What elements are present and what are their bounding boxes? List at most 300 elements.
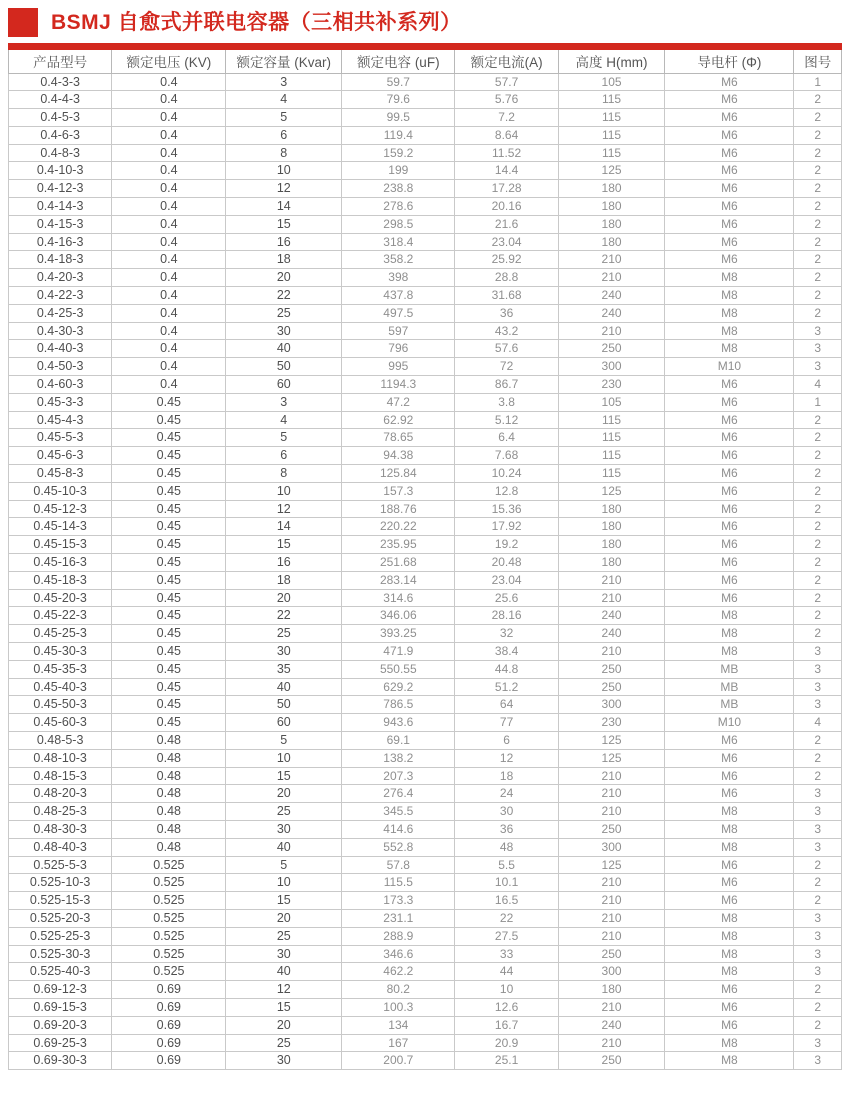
table-cell: 0.4 <box>112 215 226 233</box>
table-cell: 278.6 <box>342 198 455 216</box>
table-cell: M6 <box>665 554 794 572</box>
table-cell: 0.45-14-3 <box>9 518 112 536</box>
table-cell: 3 <box>794 340 842 358</box>
table-cell: 1 <box>794 393 842 411</box>
table-cell: 0.45-25-3 <box>9 625 112 643</box>
table-cell: 115 <box>558 465 665 483</box>
table-cell: 20.9 <box>455 1034 558 1052</box>
table-cell: 0.4 <box>112 198 226 216</box>
table-cell: 0.45-4-3 <box>9 411 112 429</box>
table-cell: 24 <box>455 785 558 803</box>
table-cell: 4 <box>226 91 342 109</box>
table-cell: 180 <box>558 500 665 518</box>
table-cell: M6 <box>665 447 794 465</box>
table-cell: 3 <box>794 1052 842 1070</box>
table-cell: 210 <box>558 927 665 945</box>
table-cell: 210 <box>558 767 665 785</box>
table-row <box>9 500 842 518</box>
table-cell: 210 <box>558 643 665 661</box>
table-cell: 238.8 <box>342 180 455 198</box>
table-cell: 0.4 <box>112 322 226 340</box>
table-cell: M6 <box>665 589 794 607</box>
table-cell: 57.8 <box>342 856 455 874</box>
table-cell: 0.525 <box>112 892 226 910</box>
table-cell: 0.45 <box>112 589 226 607</box>
table-cell: 786.5 <box>342 696 455 714</box>
table-cell: 62.92 <box>342 411 455 429</box>
table-row <box>9 340 842 358</box>
table-cell: 5.12 <box>455 411 558 429</box>
table-cell: 200.7 <box>342 1052 455 1070</box>
table-cell: 0.4-22-3 <box>9 287 112 305</box>
table-cell: 17.92 <box>455 518 558 536</box>
table-cell: 14.4 <box>455 162 558 180</box>
table-cell: 2 <box>794 91 842 109</box>
table-cell: 314.6 <box>342 589 455 607</box>
table-cell: 11.52 <box>455 144 558 162</box>
table-cell: 33 <box>455 945 558 963</box>
table-cell: 0.45-5-3 <box>9 429 112 447</box>
table-cell: 30 <box>226 1052 342 1070</box>
table-cell: 276.4 <box>342 785 455 803</box>
table-cell: 20.16 <box>455 198 558 216</box>
table-cell: 115 <box>558 91 665 109</box>
table-cell: 6 <box>455 731 558 749</box>
table-cell: 12 <box>226 180 342 198</box>
table-cell: 0.45 <box>112 643 226 661</box>
table-cell: M6 <box>665 376 794 394</box>
table-cell: 346.6 <box>342 945 455 963</box>
table-cell: 2 <box>794 749 842 767</box>
table-row <box>9 696 842 714</box>
table-cell: 0.4 <box>112 126 226 144</box>
table-cell: 2 <box>794 198 842 216</box>
table-cell: 235.95 <box>342 536 455 554</box>
table-cell: M8 <box>665 909 794 927</box>
table-cell: 173.3 <box>342 892 455 910</box>
table-row <box>9 180 842 198</box>
table-cell: 25 <box>226 625 342 643</box>
table-cell: 77 <box>455 714 558 732</box>
table-cell: 27.5 <box>455 927 558 945</box>
table-row <box>9 482 842 500</box>
table-cell: 78.65 <box>342 429 455 447</box>
table-cell: 180 <box>558 233 665 251</box>
table-cell: 15.36 <box>455 500 558 518</box>
table-cell: 2 <box>794 536 842 554</box>
table-row <box>9 447 842 465</box>
table-cell: 2 <box>794 589 842 607</box>
table-cell: 0.4 <box>112 109 226 127</box>
table-cell: 0.4 <box>112 91 226 109</box>
table-cell: 115.5 <box>342 874 455 892</box>
table-cell: 230 <box>558 376 665 394</box>
table-cell: 100.3 <box>342 998 455 1016</box>
table-cell: 44 <box>455 963 558 981</box>
table-cell: M6 <box>665 731 794 749</box>
table-cell: 0.69 <box>112 981 226 999</box>
table-cell: 3 <box>794 696 842 714</box>
table-cell: 12.6 <box>455 998 558 1016</box>
table-cell: 0.4 <box>112 162 226 180</box>
table-cell: M6 <box>665 180 794 198</box>
table-cell: 0.4-20-3 <box>9 269 112 287</box>
table-cell: 15 <box>226 892 342 910</box>
table-cell: 0.45 <box>112 554 226 572</box>
table-cell: 0.4-40-3 <box>9 340 112 358</box>
table-cell: 5 <box>226 731 342 749</box>
table-cell: 0.48 <box>112 803 226 821</box>
table-cell: 25.92 <box>455 251 558 269</box>
table-cell: 2 <box>794 233 842 251</box>
table-cell: 2 <box>794 482 842 500</box>
table-cell: 32 <box>455 625 558 643</box>
table-cell: 180 <box>558 518 665 536</box>
table-cell: 7.2 <box>455 109 558 127</box>
table-cell: 2 <box>794 571 842 589</box>
table-cell: 25 <box>226 927 342 945</box>
table-cell: 2 <box>794 856 842 874</box>
table-cell: 0.45-12-3 <box>9 500 112 518</box>
table-cell: 0.4-50-3 <box>9 358 112 376</box>
table-row <box>9 981 842 999</box>
table-cell: 15 <box>226 536 342 554</box>
table-cell: 30 <box>226 643 342 661</box>
table-row <box>9 820 842 838</box>
table-cell: 210 <box>558 571 665 589</box>
table-cell: 125 <box>558 162 665 180</box>
table-row <box>9 714 842 732</box>
table-cell: M6 <box>665 144 794 162</box>
table-cell: M6 <box>665 126 794 144</box>
table-cell: M6 <box>665 767 794 785</box>
table-cell: 0.69 <box>112 998 226 1016</box>
table-cell: 12.8 <box>455 482 558 500</box>
table-cell: 17.28 <box>455 180 558 198</box>
table-cell: M6 <box>665 536 794 554</box>
table-cell: M6 <box>665 411 794 429</box>
table-cell: 19.2 <box>455 536 558 554</box>
table-cell: 3 <box>794 838 842 856</box>
table-cell: 48 <box>455 838 558 856</box>
table-cell: 20 <box>226 589 342 607</box>
table-cell: 345.5 <box>342 803 455 821</box>
table-cell: 298.5 <box>342 215 455 233</box>
table-cell: 3 <box>794 803 842 821</box>
table-cell: 2 <box>794 215 842 233</box>
table-cell: 0.4 <box>112 287 226 305</box>
table-cell: 3 <box>226 393 342 411</box>
table-cell: 0.4-30-3 <box>9 322 112 340</box>
table-cell: 3 <box>794 678 842 696</box>
table-row <box>9 1016 842 1034</box>
column-header-conductive-rod: 导电杆 (Φ) <box>665 50 794 73</box>
table-cell: 0.4-15-3 <box>9 215 112 233</box>
capacitor-spec-table <box>8 50 842 1070</box>
table-body <box>9 73 842 1070</box>
table-row <box>9 411 842 429</box>
table-cell: M6 <box>665 393 794 411</box>
table-cell: 398 <box>342 269 455 287</box>
table-row <box>9 874 842 892</box>
table-cell: 16 <box>226 233 342 251</box>
table-cell: 10 <box>226 749 342 767</box>
table-cell: 393.25 <box>342 625 455 643</box>
table-cell: 251.68 <box>342 554 455 572</box>
table-cell: 437.8 <box>342 287 455 305</box>
column-header-height: 高度 H(mm) <box>558 50 665 73</box>
table-cell: 80.2 <box>342 981 455 999</box>
table-cell: M6 <box>665 571 794 589</box>
table-row <box>9 963 842 981</box>
table-cell: 0.69-20-3 <box>9 1016 112 1034</box>
table-cell: 210 <box>558 998 665 1016</box>
table-row <box>9 393 842 411</box>
table-cell: M8 <box>665 1034 794 1052</box>
table-cell: 38.4 <box>455 643 558 661</box>
column-header-rated-current: 额定电流(A) <box>455 50 558 73</box>
table-cell: 0.69 <box>112 1052 226 1070</box>
table-cell: 36 <box>455 304 558 322</box>
table-cell: 180 <box>558 198 665 216</box>
table-cell: 3 <box>794 322 842 340</box>
table-cell: 0.45-8-3 <box>9 465 112 483</box>
table-row <box>9 909 842 927</box>
table-cell: 10 <box>226 162 342 180</box>
table-cell: 2 <box>794 287 842 305</box>
table-cell: 50 <box>226 696 342 714</box>
table-cell: 28.8 <box>455 269 558 287</box>
table-cell: 0.4 <box>112 269 226 287</box>
table-row <box>9 767 842 785</box>
table-cell: 23.04 <box>455 233 558 251</box>
table-cell: 0.69-15-3 <box>9 998 112 1016</box>
table-cell: 125 <box>558 749 665 767</box>
table-cell: 358.2 <box>342 251 455 269</box>
table-row <box>9 376 842 394</box>
table-cell: 240 <box>558 287 665 305</box>
table-cell: 318.4 <box>342 233 455 251</box>
table-cell: 69.1 <box>342 731 455 749</box>
table-cell: 6 <box>226 447 342 465</box>
table-cell: M8 <box>665 820 794 838</box>
table-cell: 0.45 <box>112 465 226 483</box>
table-cell: M8 <box>665 927 794 945</box>
table-cell: 79.6 <box>342 91 455 109</box>
table-cell: 0.45-60-3 <box>9 714 112 732</box>
page-title: BSMJ 自愈式并联电容器（三相共补系列） <box>51 10 462 34</box>
column-header-model: 产品型号 <box>9 50 112 73</box>
table-cell: 0.45 <box>112 571 226 589</box>
table-row <box>9 625 842 643</box>
table-cell: 0.4 <box>112 73 226 91</box>
table-cell: M8 <box>665 607 794 625</box>
table-cell: 36 <box>455 820 558 838</box>
table-cell: 25.1 <box>455 1052 558 1070</box>
table-header <box>9 50 842 73</box>
table-cell: M6 <box>665 856 794 874</box>
table-cell: 8 <box>226 144 342 162</box>
table-cell: 0.4 <box>112 376 226 394</box>
table-cell: 0.45 <box>112 518 226 536</box>
table-cell: 5 <box>226 856 342 874</box>
table-cell: 57.6 <box>455 340 558 358</box>
table-cell: 22 <box>226 607 342 625</box>
table-cell: 552.8 <box>342 838 455 856</box>
table-cell: 0.69-12-3 <box>9 981 112 999</box>
table-cell: 300 <box>558 358 665 376</box>
table-top-accent-bar <box>8 43 842 50</box>
table-cell: 0.525 <box>112 856 226 874</box>
table-row <box>9 607 842 625</box>
table-cell: 250 <box>558 820 665 838</box>
table-cell: 2 <box>794 269 842 287</box>
table-cell: 25 <box>226 1034 342 1052</box>
table-cell: 59.7 <box>342 73 455 91</box>
table-cell: 35 <box>226 660 342 678</box>
table-cell: M8 <box>665 322 794 340</box>
table-cell: M6 <box>665 73 794 91</box>
table-cell: 0.525 <box>112 963 226 981</box>
table-cell: 629.2 <box>342 678 455 696</box>
table-cell: M6 <box>665 215 794 233</box>
table-cell: 157.3 <box>342 482 455 500</box>
table-cell: 105 <box>558 393 665 411</box>
table-cell: 14 <box>226 198 342 216</box>
table-cell: M6 <box>665 465 794 483</box>
table-cell: 25 <box>226 803 342 821</box>
table-cell: MB <box>665 678 794 696</box>
table-cell: 86.7 <box>455 376 558 394</box>
table-row <box>9 162 842 180</box>
table-cell: 2 <box>794 554 842 572</box>
table-cell: 51.2 <box>455 678 558 696</box>
table-cell: 115 <box>558 109 665 127</box>
column-header-rated-capacitance: 额定电容 (uF) <box>342 50 455 73</box>
table-cell: 0.45 <box>112 393 226 411</box>
table-cell: 0.69-30-3 <box>9 1052 112 1070</box>
table-cell: 0.45 <box>112 500 226 518</box>
table-cell: 22 <box>455 909 558 927</box>
table-row <box>9 465 842 483</box>
table-cell: 64 <box>455 696 558 714</box>
table-cell: 0.4 <box>112 340 226 358</box>
table-cell: 2 <box>794 109 842 127</box>
table-cell: 125 <box>558 482 665 500</box>
table-cell: 0.69 <box>112 1016 226 1034</box>
table-cell: 210 <box>558 892 665 910</box>
table-row <box>9 643 842 661</box>
table-cell: 0.525-20-3 <box>9 909 112 927</box>
table-row <box>9 660 842 678</box>
table-cell: 0.4 <box>112 358 226 376</box>
table-row <box>9 1052 842 1070</box>
table-cell: M8 <box>665 945 794 963</box>
table-cell: 105 <box>558 73 665 91</box>
table-cell: 115 <box>558 429 665 447</box>
table-row <box>9 91 842 109</box>
table-cell: 300 <box>558 963 665 981</box>
table-row <box>9 803 842 821</box>
table-cell: 20 <box>226 909 342 927</box>
table-cell: 240 <box>558 607 665 625</box>
table-cell: 6 <box>226 126 342 144</box>
table-cell: M6 <box>665 749 794 767</box>
table-cell: 5 <box>226 109 342 127</box>
table-cell: 0.48-10-3 <box>9 749 112 767</box>
table-cell: 250 <box>558 945 665 963</box>
table-cell: 0.48-40-3 <box>9 838 112 856</box>
table-cell: 3 <box>794 660 842 678</box>
table-cell: 346.06 <box>342 607 455 625</box>
table-cell: 0.525 <box>112 909 226 927</box>
table-cell: 2 <box>794 892 842 910</box>
table-cell: 0.48-15-3 <box>9 767 112 785</box>
table-cell: 125 <box>558 856 665 874</box>
table-cell: 0.48 <box>112 820 226 838</box>
table-cell: 240 <box>558 1016 665 1034</box>
table-cell: M6 <box>665 998 794 1016</box>
table-cell: 0.4-4-3 <box>9 91 112 109</box>
table-cell: 597 <box>342 322 455 340</box>
table-cell: 2 <box>794 731 842 749</box>
table-cell: 199 <box>342 162 455 180</box>
table-cell: 0.45 <box>112 660 226 678</box>
table-cell: M8 <box>665 963 794 981</box>
table-cell: 943.6 <box>342 714 455 732</box>
table-cell: 180 <box>558 981 665 999</box>
table-cell: 210 <box>558 269 665 287</box>
table-row <box>9 892 842 910</box>
table-cell: 995 <box>342 358 455 376</box>
table-row <box>9 554 842 572</box>
table-cell: M6 <box>665 91 794 109</box>
table-cell: 0.69-25-3 <box>9 1034 112 1052</box>
table-cell: 10 <box>455 981 558 999</box>
table-cell: 0.48 <box>112 785 226 803</box>
table-cell: 2 <box>794 429 842 447</box>
table-cell: M6 <box>665 785 794 803</box>
table-cell: 0.45 <box>112 714 226 732</box>
table-cell: 115 <box>558 126 665 144</box>
table-cell: 471.9 <box>342 643 455 661</box>
table-cell: M8 <box>665 340 794 358</box>
table-cell: 3 <box>794 358 842 376</box>
table-cell: 4 <box>794 714 842 732</box>
table-cell: M6 <box>665 892 794 910</box>
table-cell: 72 <box>455 358 558 376</box>
table-row <box>9 998 842 1016</box>
table-cell: 125.84 <box>342 465 455 483</box>
table-cell: 47.2 <box>342 393 455 411</box>
table-cell: 0.48 <box>112 838 226 856</box>
table-cell: 0.525 <box>112 874 226 892</box>
table-cell: 796 <box>342 340 455 358</box>
table-row <box>9 589 842 607</box>
table-cell: 1 <box>794 73 842 91</box>
table-cell: 250 <box>558 1052 665 1070</box>
table-cell: 250 <box>558 340 665 358</box>
table-cell: 138.2 <box>342 749 455 767</box>
table-cell: 0.4-25-3 <box>9 304 112 322</box>
table-cell: 23.04 <box>455 571 558 589</box>
table-cell: 3.8 <box>455 393 558 411</box>
table-cell: 44.8 <box>455 660 558 678</box>
table-cell: 2 <box>794 447 842 465</box>
table-row <box>9 536 842 554</box>
table-cell: M6 <box>665 429 794 447</box>
table-cell: 16 <box>226 554 342 572</box>
